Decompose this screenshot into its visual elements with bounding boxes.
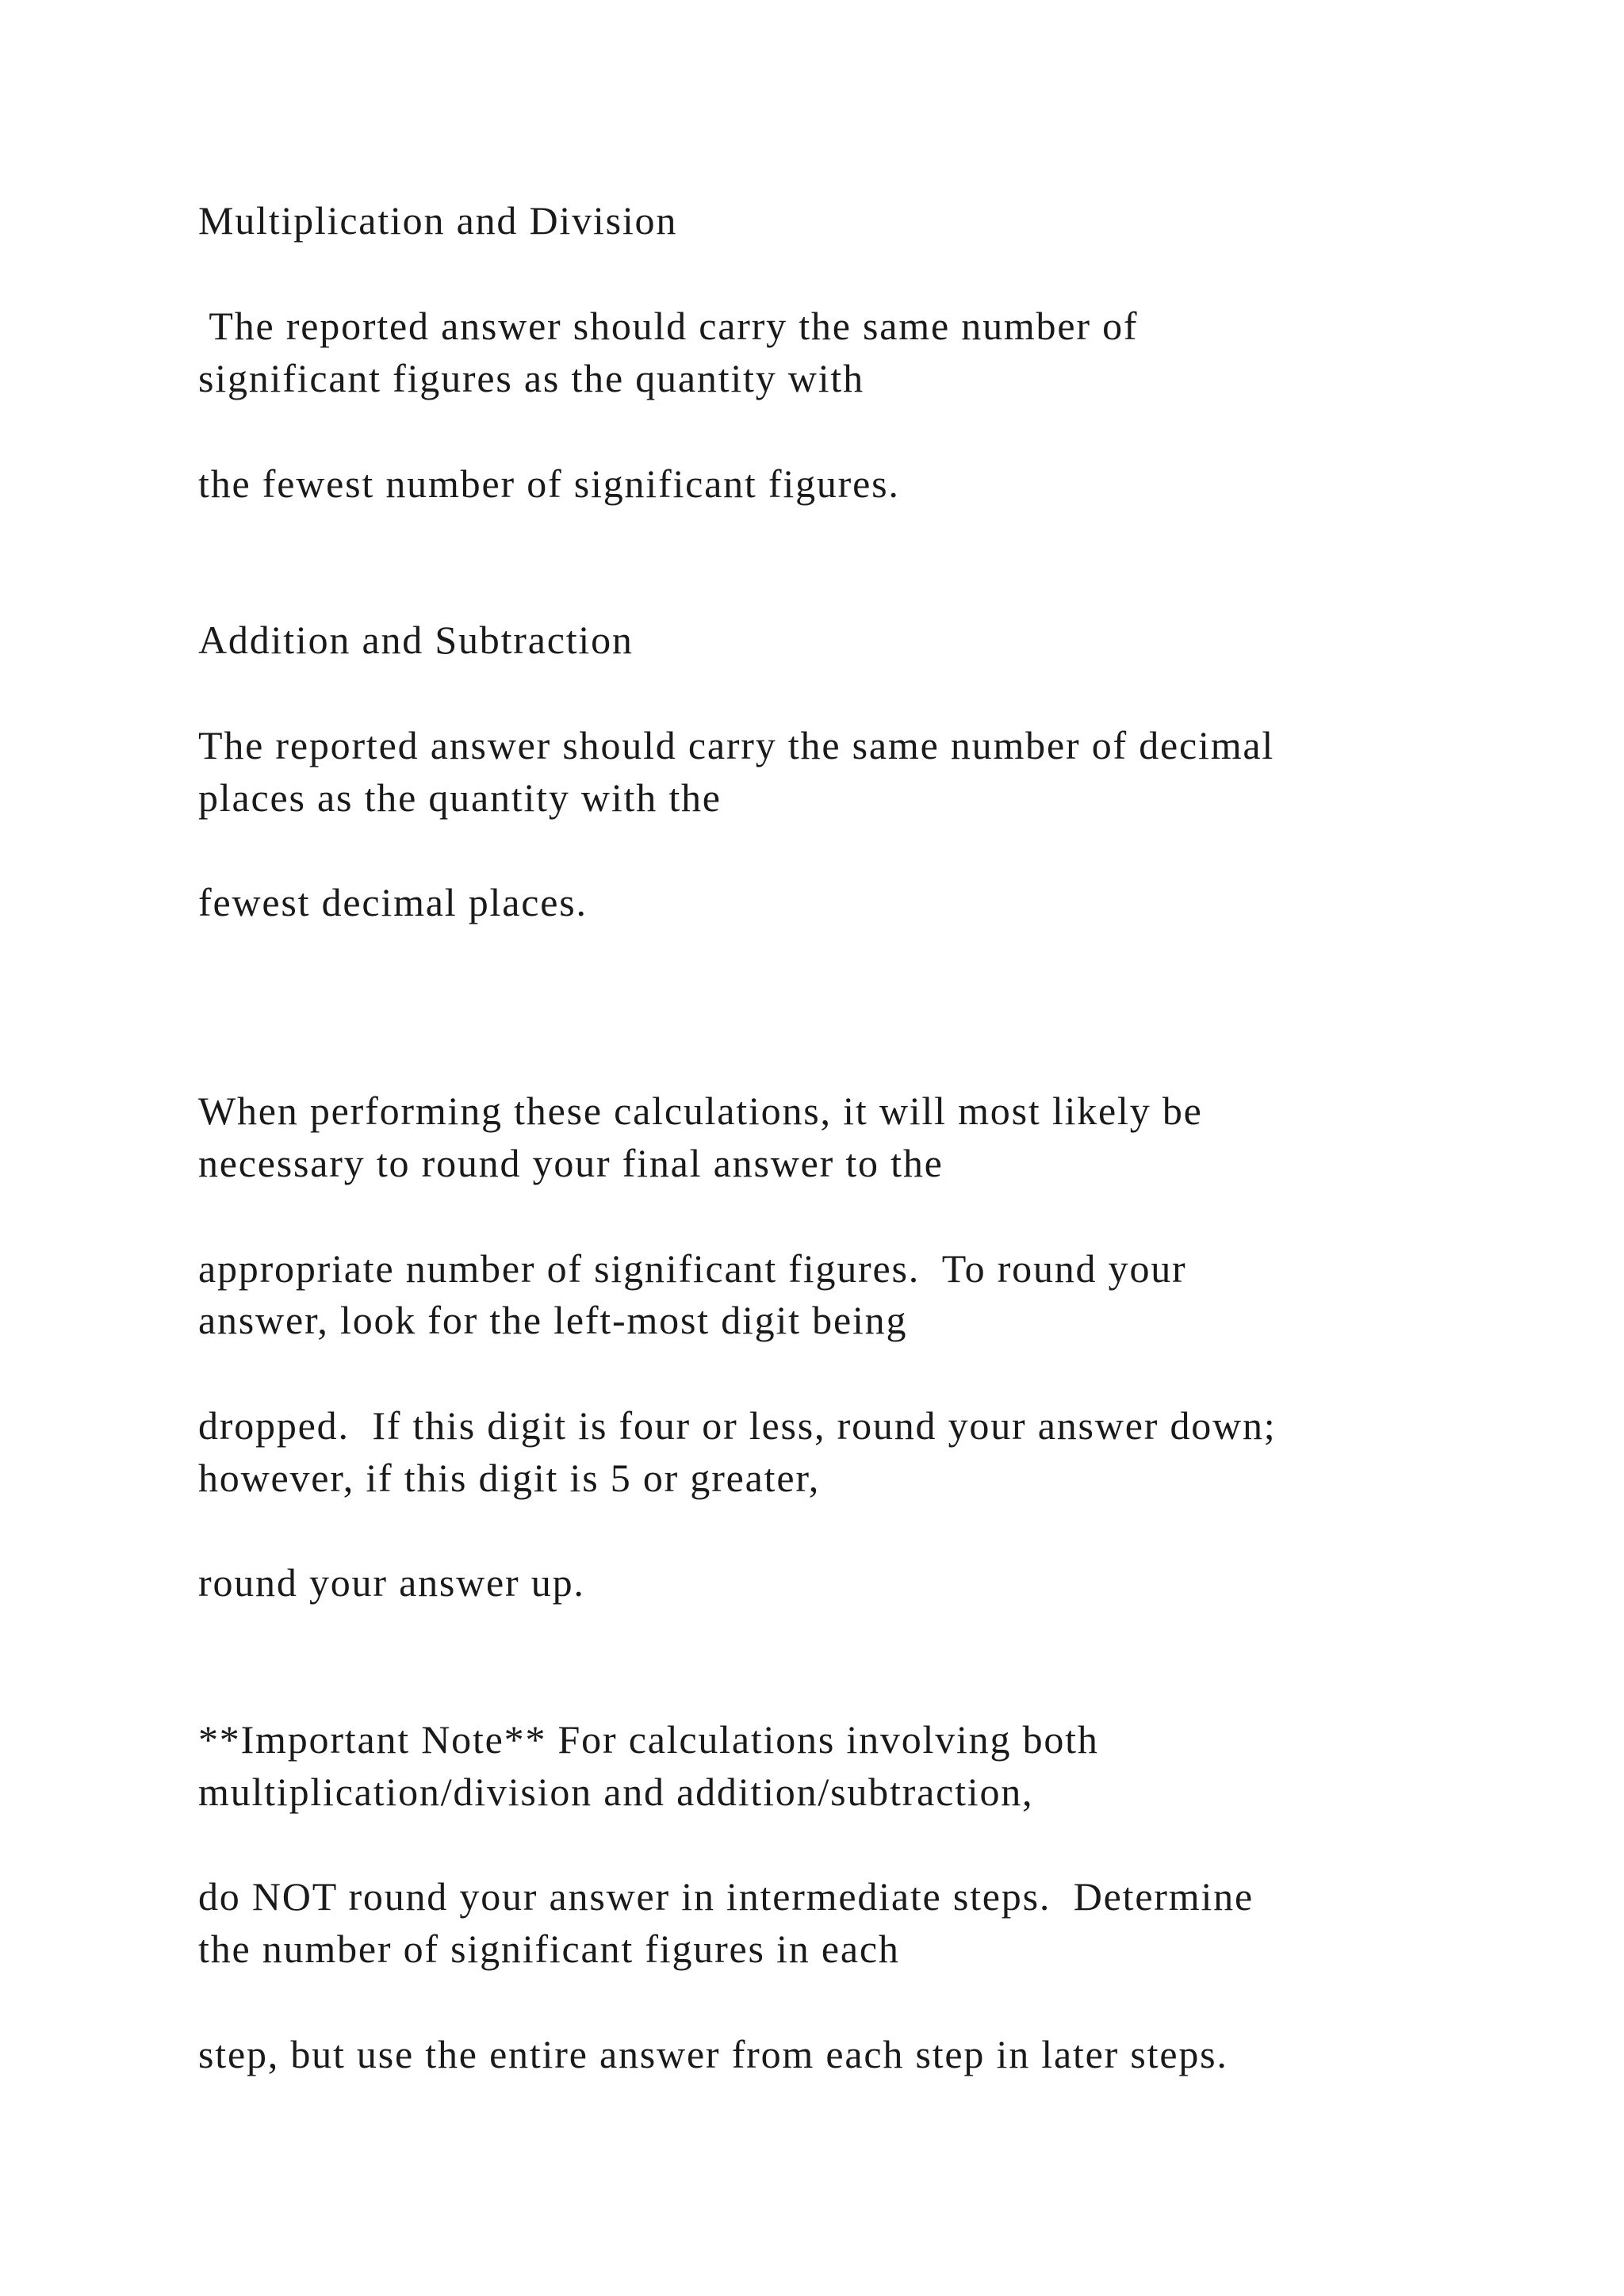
paragraph-line: The reported answer should carry the same number of decimal	[198, 723, 1275, 767]
paragraph-line: step, but use the entire answer from each step in later steps.	[198, 2032, 1228, 2076]
paragraph-line: dropped. If this digit is four or less, round your answer down;	[198, 1403, 1277, 1448]
section-heading-multiplication-division: Multiplication and Division	[198, 198, 678, 243]
paragraph-line: The reported answer should carry the same number of	[198, 304, 1139, 348]
paragraph-line: answer, look for the left-most digit being	[198, 1298, 908, 1342]
paragraph-line: appropriate number of significant figures. To round your	[198, 1246, 1187, 1291]
paragraph-line: the number of significant figures in each	[198, 1927, 900, 1971]
paragraph-line: fewest decimal places.	[198, 880, 588, 924]
paragraph-line: the fewest number of significant figures.	[198, 461, 900, 506]
paragraph-line: When performing these calculations, it will most likely be	[198, 1089, 1203, 1133]
paragraph-line: necessary to round your final answer to the	[198, 1141, 944, 1185]
section-heading-addition-subtraction: Addition and Subtraction	[198, 618, 634, 662]
paragraph-line: **Important Note** For calculations involving both	[198, 1717, 1099, 1762]
paragraph-line: round your answer up.	[198, 1560, 585, 1605]
paragraph-line: however, if this digit is 5 or greater,	[198, 1456, 821, 1500]
paragraph-line: multiplication/division and addition/subtraction,	[198, 1770, 1034, 1814]
paragraph-line: do NOT round your answer in intermediate steps. Determine	[198, 1874, 1254, 1919]
paragraph-line: places as the quantity with the	[198, 775, 722, 820]
paragraph-line: significant figures as the quantity with	[198, 356, 864, 400]
